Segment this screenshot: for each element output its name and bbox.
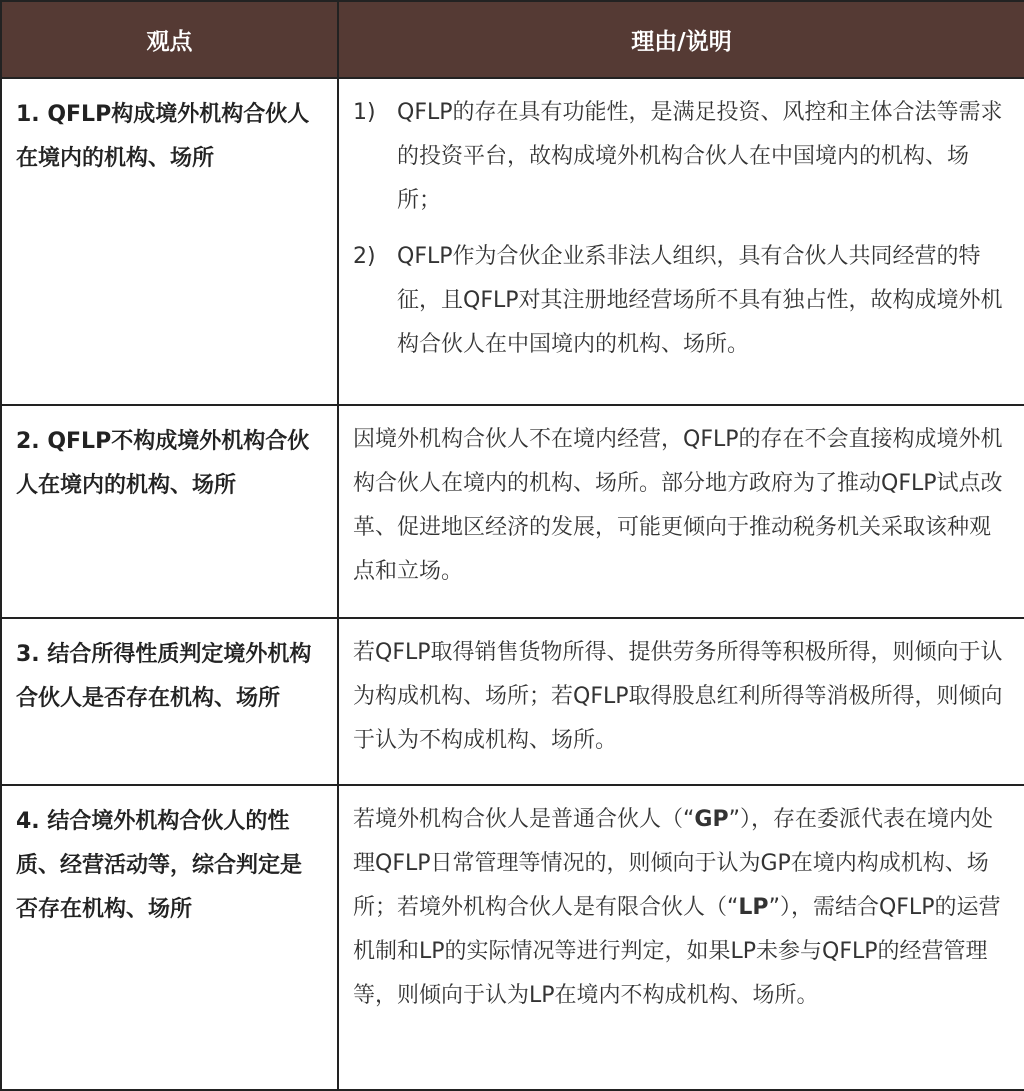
reason-text: ”），需结合QFLP的运营机制和LP的实际情况等进行判定，如果LP未参与QFLP的经营管理等，则倾向于认为LP在境内不构成机构、场所。 <box>353 895 1001 1008</box>
viewpoint-cell: 4. 结合境外机构合伙人的性质、经营活动等，综合判定是否存在机构、场所 <box>1 785 338 1090</box>
reason-cell: 因境外机构合伙人不在境内经营，QFLP的存在不会直接构成境外机构合伙人在境内的机构、场所。部分地方政府为了推动QFLP试点改革、促进地区经济的发展，可能更倾向于推动税务机关采取该种观点和立场。 <box>338 405 1024 618</box>
reason-item <box>353 91 1010 223</box>
viewpoint-cell: 2. QFLP不构成境外机构合伙人在境内的机构、场所 <box>1 405 338 618</box>
table-row <box>1 618 1024 785</box>
reason-number: 2) <box>353 244 376 269</box>
viewpoint-cell: 3. 结合所得性质判定境外机构合伙人是否存在机构、场所 <box>1 618 338 785</box>
reason-text: 若境外机构合伙人是普通合伙人（“ <box>353 807 695 832</box>
reason-item <box>353 235 1010 367</box>
table-row <box>1 78 1024 405</box>
reason-text: QFLP作为合伙企业系非法人组织，具有合伙人共同经营的特征，且QFLP对其注册地经营场所不具有独占性，故构成境外机构合伙人在中国境内的机构、场所。 <box>397 244 1003 357</box>
gp-term: GP <box>694 807 729 832</box>
reason-cell: 若QFLP取得销售货物所得、提供劳务所得等积极所得，则倾向于认为构成机构、场所；若QFLP取得股息红利所得等消极所得，则倾向于认为不构成机构、场所。 <box>338 618 1024 785</box>
lp-term: LP <box>738 895 769 920</box>
column-header-reason: 理由/说明 <box>338 1 1024 78</box>
reason-number: 1) <box>353 100 376 125</box>
viewpoint-cell: 1. QFLP构成境外机构合伙人在境内的机构、场所 <box>1 78 338 405</box>
column-header-viewpoint: 观点 <box>1 1 338 78</box>
reason-cell <box>338 785 1024 1090</box>
table-row <box>1 405 1024 618</box>
table-row <box>1 785 1024 1090</box>
reason-cell <box>338 78 1024 405</box>
reason-text: QFLP的存在具有功能性，是满足投资、风控和主体合法等需求的投资平台，故构成境外机构合伙人在中国境内的机构、场所； <box>397 100 1003 213</box>
reason-text: ”），存在委派代表在境内处理QFLP日常管理等情况的，则倾向于认为GP在境内构成机构、场所；若境外机构合伙人是有限合伙人（“ <box>353 807 993 920</box>
table-header-row <box>1 1 1024 78</box>
